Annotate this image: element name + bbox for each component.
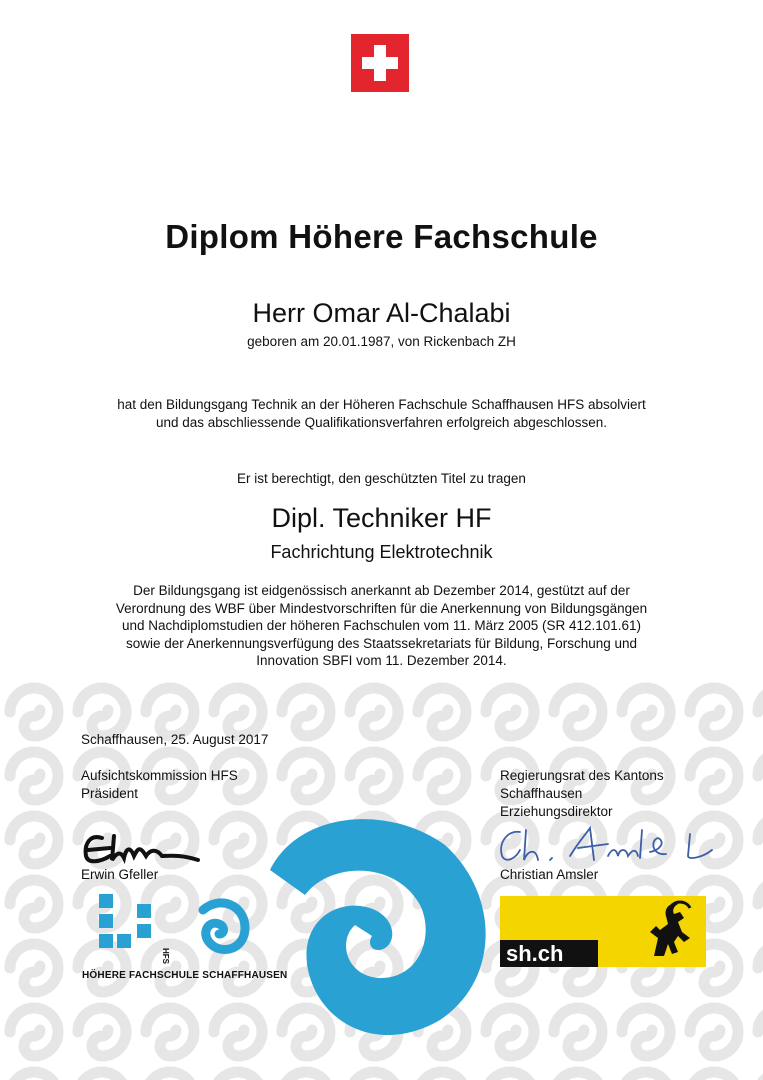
document-title: Diplom Höhere Fachschule	[165, 218, 598, 255]
sh-ch-logo	[500, 896, 706, 967]
right-signature	[490, 820, 730, 868]
left-signatory-role: Präsident	[81, 786, 139, 801]
right-signatory-role: Erziehungsdirektor	[500, 804, 613, 819]
hfs-swirl-icon	[203, 903, 245, 950]
right-signatory-name: Christian Amsler	[500, 867, 599, 882]
left-signatory-name: Erwin Gfeller	[81, 867, 159, 882]
place-date: Schaffhausen, 25. August 2017	[81, 732, 269, 747]
degree-title: Dipl. Techniker HF	[271, 503, 492, 533]
right-signatory-block	[500, 767, 664, 821]
right-signatory-region: Schaffhausen	[500, 786, 583, 801]
field-of-study: Fachrichtung Elektrotechnik	[270, 542, 493, 562]
ibex-icon	[640, 898, 700, 960]
recipient-name: Herr Omar Al-Chalabi	[252, 298, 511, 328]
left-signatory-org: Aufsichtskommission HFS	[81, 768, 238, 783]
left-signature	[80, 826, 220, 870]
right-signatory-org: Regierungsrat des Kantons	[500, 768, 664, 783]
left-signatory-block	[81, 767, 238, 803]
recipient-birth-line: geboren am 20.01.1987, von Rickenbach ZH	[247, 334, 516, 349]
sh-ch-text: sh.ch	[500, 940, 598, 967]
recognition-statement: Der Bildungsgang ist eidgenössisch anerkannt ab Dezember 2014, gestützt auf der Verordnung des WBF über Mindestvorschriften für die Anerkennung von Bildungsgängen und Nachdiplomstudien der höheren Fachschulen vom 11. März 2005 (SR 412.101.61) sowie der Anerkennungsverfügung des Staatssekretariats für Bildung, Forschung und Innovation SBFI vom 11. Dezember 2014.	[115, 583, 648, 668]
hfs-large-swirl-graphic	[260, 800, 500, 1040]
swiss-flag-icon	[351, 34, 409, 92]
hfs-caption: HÖHERE FACHSCHULE SCHAFFHAUSEN	[82, 970, 288, 981]
entitlement-line: Er ist berechtigt, den geschützten Titel zu tragen	[237, 471, 526, 486]
hfs-vertical-label: HFS	[161, 948, 170, 964]
completion-statement: hat den Bildungsgang Technik an der Höheren Fachschule Schaffhausen HFS absolviert und das abschliessende Qualifikationsverfahren erfolgreich abgeschlossen.	[117, 397, 646, 430]
